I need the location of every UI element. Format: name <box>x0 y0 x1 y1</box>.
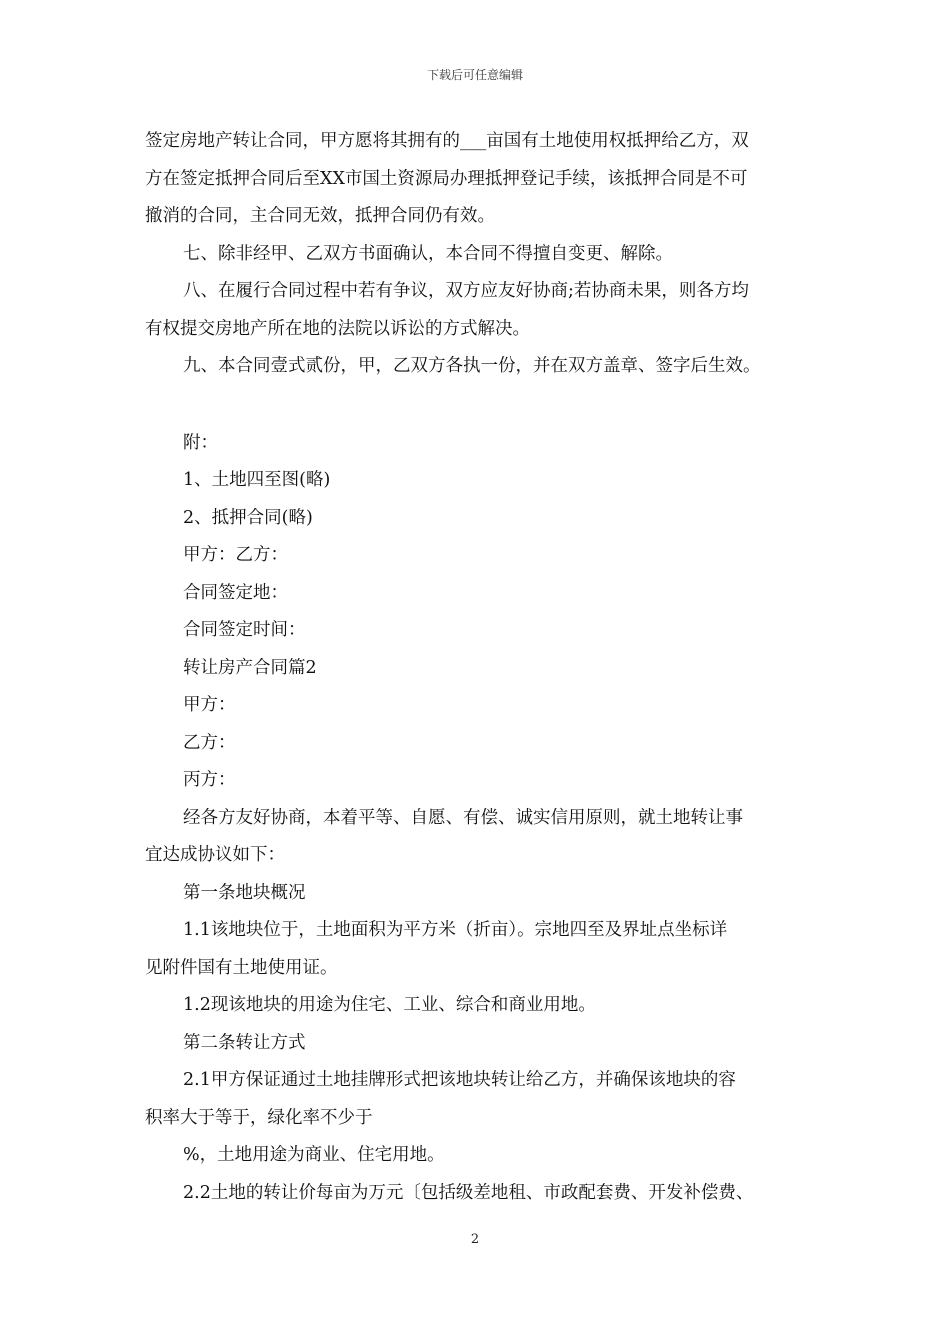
signing-time: 合同签定时间： <box>183 620 306 640</box>
party-c: 丙方： <box>183 770 236 790</box>
paragraph-line: 2.1甲方保证通过土地挂牌形式把该地块转让给乙方，并确保该地块的容 <box>183 1070 736 1090</box>
signature-parties: 甲方：乙方： <box>183 545 288 565</box>
signing-place: 合同签定地： <box>183 582 288 603</box>
blank-gap <box>145 386 820 425</box>
paragraph-line: 撤消的合同，主合同无效，抵押合同仍有效。 <box>145 206 495 226</box>
paragraph-line: 积率大于等于，绿化率不少于 <box>145 1107 373 1128</box>
paragraph-line: %，土地用途为商业、住宅用地。 <box>183 1145 445 1165</box>
page-header: 下载后可任意编辑 <box>426 68 523 82</box>
article-heading: 第二条转让方式 <box>183 1032 306 1053</box>
paragraph-line: 有权提交房地产所在地的法院以诉讼的方式解决。 <box>145 318 530 339</box>
article-heading: 第一条地块概况 <box>183 882 306 903</box>
paragraph-line: 宜达成协议如下： <box>145 845 285 865</box>
attachment-item: 1、土地四至图(略) <box>183 470 331 490</box>
page-number: 2 <box>470 1232 480 1247</box>
attachment-heading: 附： <box>183 432 218 453</box>
paragraph-line: 见附件国有土地使用证。 <box>145 957 338 978</box>
document-body <box>145 123 820 1212</box>
clause-eight: 八、在履行合同过程中若有争议，双方应友好协商;若协商未果，则各方均 <box>183 281 749 301</box>
paragraph-line: 1.2现该地块的用途为住宅、工业、综合和商业用地。 <box>183 995 596 1015</box>
clause-seven: 七、除非经甲、乙双方书面确认，本合同不得擅自变更、解除。 <box>183 243 673 264</box>
party-b: 乙方： <box>183 732 236 753</box>
paragraph-line: 经各方友好协商，本着平等、自愿、有偿、诚实信用原则，就土地转让事 <box>183 807 743 828</box>
attachment-item: 2、抵押合同(略) <box>183 507 313 528</box>
paragraph-line: 2.2土地的转让价每亩为万元〔包括级差地租、市政配套费、开发补偿费、 <box>183 1182 754 1203</box>
paragraph-line: 1.1该地块位于，土地面积为平方米（折亩）。宗地四至及界址点坐标详 <box>183 920 728 940</box>
clause-nine: 九、本合同壹式贰份，甲，乙双方各执一份，并在双方盖章、签字后生效。 <box>183 356 761 376</box>
paragraph-line: 方在签定抵押合同后至XX市国土资源局办理抵押登记手续，该抵押合同是不可 <box>145 168 748 189</box>
paragraph-line: 签定房地产转让合同，甲方愿将其拥有的___亩国有土地使用权抵押给乙方，双 <box>145 131 749 151</box>
party-a: 甲方： <box>183 695 236 715</box>
section-title: 转让房产合同篇2 <box>183 657 317 678</box>
